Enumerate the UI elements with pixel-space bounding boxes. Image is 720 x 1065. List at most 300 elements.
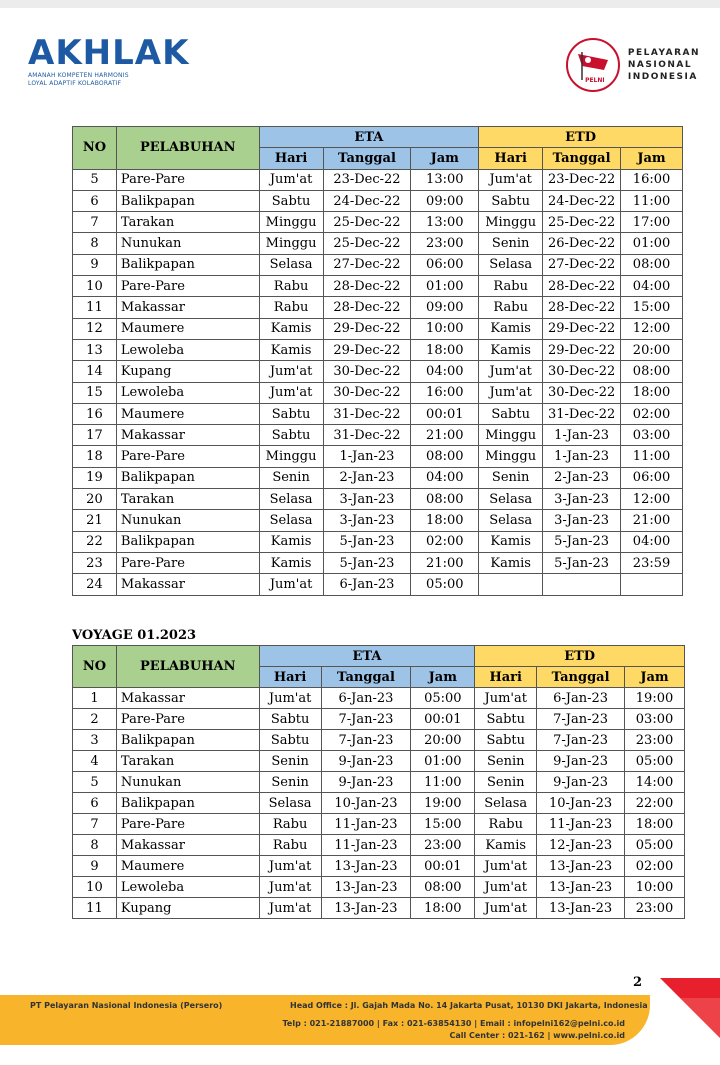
table-row: [73, 339, 683, 360]
cell-eta-day: Sabtu: [259, 190, 323, 211]
cell-eta-date: 25-Dec-22: [323, 212, 411, 233]
col-etd-header: ETD: [479, 127, 683, 148]
col-no-header: NO: [73, 127, 117, 170]
cell-eta-time: 23:00: [411, 835, 475, 856]
cell-eta-time: 15:00: [411, 814, 475, 835]
cell-eta-time: 19:00: [411, 793, 475, 814]
cell-port: Balikpapan: [116, 793, 259, 814]
cell-eta-day: Rabu: [259, 835, 321, 856]
cell-eta-date: 7-Jan-23: [321, 709, 411, 730]
cell-etd-time: 20:00: [621, 339, 683, 360]
col-etd-date: Tanggal: [537, 667, 625, 688]
cell-eta-date: 9-Jan-23: [321, 751, 411, 772]
cell-no: 15: [73, 382, 117, 403]
cell-eta-date: 30-Dec-22: [323, 361, 411, 382]
cell-eta-day: Jum'at: [259, 169, 323, 190]
cell-eta-date: 28-Dec-22: [323, 276, 411, 297]
cell-etd-time: 11:00: [621, 190, 683, 211]
cell-no: 1: [73, 688, 117, 709]
cell-eta-day: Senin: [259, 772, 321, 793]
cell-eta-time: 16:00: [411, 382, 479, 403]
cell-etd-date: 30-Dec-22: [543, 382, 621, 403]
pelni-line-3: INDONESIA: [627, 72, 698, 82]
cell-port: Pare-Pare: [116, 446, 259, 467]
cell-eta-day: Sabtu: [259, 730, 321, 751]
cell-etd-day: Sabtu: [475, 709, 537, 730]
cell-port: Maumere: [116, 856, 259, 877]
col-etd-header: ETD: [475, 646, 685, 667]
cell-no: 9: [73, 254, 117, 275]
cell-etd-time: 23:59: [621, 552, 683, 573]
pelni-badge-label: PELNI: [585, 77, 605, 84]
cell-eta-date: 10-Jan-23: [321, 793, 411, 814]
cell-eta-day: Jum'at: [259, 877, 321, 898]
cell-eta-time: 21:00: [411, 425, 479, 446]
cell-etd-day: Kamis: [479, 339, 543, 360]
cell-eta-time: 05:00: [411, 688, 475, 709]
cell-port: Lewoleba: [116, 339, 259, 360]
table-row: [73, 276, 683, 297]
cell-eta-time: 21:00: [411, 552, 479, 573]
cell-etd-date: 31-Dec-22: [543, 403, 621, 424]
cell-no: 10: [73, 276, 117, 297]
table-row: [73, 382, 683, 403]
cell-port: Pare-Pare: [116, 552, 259, 573]
cell-etd-date: 13-Jan-23: [537, 877, 625, 898]
cell-eta-time: 23:00: [411, 233, 479, 254]
cell-etd-day: Kamis: [479, 318, 543, 339]
table-row: [73, 793, 685, 814]
akhlak-tagline-2: LOYAL ADAPTIF KOLABORATIF: [28, 80, 122, 87]
footer-office: Head Office : Jl. Gajah Mada No. 14 Jakarta Pusat, 10130 DKI Jakarta, Indonesia: [290, 1001, 648, 1010]
cell-port: Kupang: [116, 361, 259, 382]
cell-etd-day: Jum'at: [479, 169, 543, 190]
cell-eta-date: 13-Jan-23: [321, 898, 411, 919]
cell-eta-time: 10:00: [411, 318, 479, 339]
cell-eta-day: Jum'at: [259, 856, 321, 877]
cell-eta-date: 6-Jan-23: [323, 574, 411, 595]
table-row: [73, 574, 683, 595]
col-port-header: PELABUHAN: [116, 646, 259, 688]
cell-no: 3: [73, 730, 117, 751]
col-etd-time: Jam: [625, 667, 685, 688]
cell-port: Balikpapan: [116, 254, 259, 275]
cell-port: Makassar: [116, 835, 259, 856]
col-etd-time: Jam: [621, 148, 683, 169]
cell-etd-day: Minggu: [479, 212, 543, 233]
cell-etd-day: Selasa: [479, 489, 543, 510]
cell-eta-time: 01:00: [411, 751, 475, 772]
cell-eta-date: 6-Jan-23: [321, 688, 411, 709]
cell-eta-date: 31-Dec-22: [323, 425, 411, 446]
cell-etd-day: Sabtu: [479, 403, 543, 424]
cell-etd-date: 1-Jan-23: [543, 425, 621, 446]
cell-eta-day: Kamis: [259, 339, 323, 360]
cell-eta-day: Sabtu: [259, 403, 323, 424]
cell-etd-date: 24-Dec-22: [543, 190, 621, 211]
cell-port: Kupang: [116, 898, 259, 919]
cell-eta-time: 13:00: [411, 212, 479, 233]
footer-company: PT Pelayaran Nasional Indonesia (Persero): [30, 1001, 223, 1010]
cell-eta-time: 04:00: [411, 361, 479, 382]
cell-no: 2: [73, 709, 117, 730]
cell-etd-time: 08:00: [621, 361, 683, 382]
cell-eta-date: 29-Dec-22: [323, 339, 411, 360]
cell-no: 16: [73, 403, 117, 424]
cell-eta-day: Kamis: [259, 318, 323, 339]
col-eta-time: Jam: [411, 667, 475, 688]
cell-etd-time: 05:00: [625, 835, 685, 856]
cell-etd-date: 29-Dec-22: [543, 339, 621, 360]
cell-etd-day: Rabu: [479, 297, 543, 318]
pelni-logo: [566, 38, 700, 92]
cell-no: 8: [73, 233, 117, 254]
cell-etd-time: 04:00: [621, 531, 683, 552]
pelni-emblem-icon: [566, 38, 620, 92]
cell-etd-date: 7-Jan-23: [537, 709, 625, 730]
cell-eta-day: Jum'at: [259, 688, 321, 709]
cell-eta-time: 00:01: [411, 856, 475, 877]
cell-eta-day: Selasa: [259, 254, 323, 275]
cell-etd-time: 23:00: [625, 898, 685, 919]
cell-etd-time: 04:00: [621, 276, 683, 297]
cell-no: 7: [73, 212, 117, 233]
cell-etd-date: 3-Jan-23: [543, 510, 621, 531]
table-row: [73, 169, 683, 190]
cell-eta-date: 5-Jan-23: [323, 552, 411, 573]
akhlak-tagline-1: AMANAH KOMPETEN HARMONIS: [28, 72, 129, 79]
cell-port: Makassar: [116, 297, 259, 318]
cell-etd-day: Kamis: [479, 531, 543, 552]
cell-etd-date: [543, 574, 621, 595]
cell-eta-time: 20:00: [411, 730, 475, 751]
cell-eta-time: 13:00: [411, 169, 479, 190]
col-etd-day: Hari: [479, 148, 543, 169]
cell-eta-day: Minggu: [259, 446, 323, 467]
cell-etd-time: 23:00: [625, 730, 685, 751]
cell-eta-date: 2-Jan-23: [323, 467, 411, 488]
cell-etd-date: 6-Jan-23: [537, 688, 625, 709]
page-top-edge: [0, 0, 720, 8]
cell-no: 7: [73, 814, 117, 835]
cell-etd-date: 11-Jan-23: [537, 814, 625, 835]
cell-etd-day: Kamis: [479, 552, 543, 573]
col-eta-day: Hari: [259, 148, 323, 169]
cell-etd-date: 9-Jan-23: [537, 751, 625, 772]
cell-etd-day: Jum'at: [475, 856, 537, 877]
cell-etd-date: 25-Dec-22: [543, 212, 621, 233]
cell-etd-date: 1-Jan-23: [543, 446, 621, 467]
cell-no: 4: [73, 751, 117, 772]
cell-etd-date: 5-Jan-23: [543, 552, 621, 573]
col-eta-day: Hari: [259, 667, 321, 688]
cell-eta-day: Rabu: [259, 276, 323, 297]
cell-etd-time: 03:00: [621, 425, 683, 446]
cell-eta-date: 11-Jan-23: [321, 814, 411, 835]
cell-etd-day: Senin: [475, 772, 537, 793]
table-row: [73, 425, 683, 446]
cell-eta-day: Selasa: [259, 793, 321, 814]
page-number: 2: [633, 975, 643, 990]
table-row: [73, 688, 685, 709]
cell-port: Nunukan: [116, 233, 259, 254]
cell-port: Pare-Pare: [116, 814, 259, 835]
cell-eta-time: 08:00: [411, 489, 479, 510]
table-row: [73, 709, 685, 730]
cell-eta-day: Selasa: [259, 510, 323, 531]
cell-etd-time: 01:00: [621, 233, 683, 254]
cell-etd-time: 19:00: [625, 688, 685, 709]
cell-port: Nunukan: [116, 510, 259, 531]
cell-port: Nunukan: [116, 772, 259, 793]
cell-eta-day: Jum'at: [259, 361, 323, 382]
col-port-header: PELABUHAN: [116, 127, 259, 170]
cell-etd-day: Selasa: [475, 793, 537, 814]
col-eta-date: Tanggal: [323, 148, 411, 169]
cell-port: Maumere: [116, 403, 259, 424]
cell-port: Balikpapan: [116, 467, 259, 488]
cell-eta-date: 28-Dec-22: [323, 297, 411, 318]
cell-etd-time: 08:00: [621, 254, 683, 275]
cell-no: 23: [73, 552, 117, 573]
schedule-table-2: [72, 645, 685, 919]
cell-no: 17: [73, 425, 117, 446]
schedule-table-1: [72, 126, 683, 596]
cell-eta-day: Jum'at: [259, 382, 323, 403]
cell-eta-time: 18:00: [411, 339, 479, 360]
cell-eta-day: Rabu: [259, 814, 321, 835]
table-row: [73, 552, 683, 573]
cell-etd-date: 23-Dec-22: [543, 169, 621, 190]
cell-eta-time: 11:00: [411, 772, 475, 793]
cell-etd-time: 16:00: [621, 169, 683, 190]
table-row: [73, 446, 683, 467]
cell-eta-date: 9-Jan-23: [321, 772, 411, 793]
cell-etd-date: 7-Jan-23: [537, 730, 625, 751]
cell-eta-time: 06:00: [411, 254, 479, 275]
cell-etd-time: 21:00: [621, 510, 683, 531]
cell-etd-time: 11:00: [621, 446, 683, 467]
cell-etd-day: Jum'at: [475, 688, 537, 709]
cell-eta-date: 3-Jan-23: [323, 489, 411, 510]
cell-etd-date: 30-Dec-22: [543, 361, 621, 382]
cell-etd-date: 28-Dec-22: [543, 276, 621, 297]
cell-no: 20: [73, 489, 117, 510]
cell-etd-time: 14:00: [625, 772, 685, 793]
cell-eta-day: Senin: [259, 751, 321, 772]
cell-etd-day: Senin: [479, 467, 543, 488]
col-eta-header: ETA: [259, 646, 475, 667]
table-row: [73, 233, 683, 254]
pelni-line-1: PELAYARAN: [627, 48, 700, 58]
cell-eta-date: 1-Jan-23: [323, 446, 411, 467]
cell-etd-time: 02:00: [625, 856, 685, 877]
cell-eta-day: Sabtu: [259, 425, 323, 446]
cell-eta-time: 09:00: [411, 190, 479, 211]
cell-eta-day: Jum'at: [259, 898, 321, 919]
table-row: [73, 489, 683, 510]
cell-eta-date: 27-Dec-22: [323, 254, 411, 275]
cell-etd-time: 02:00: [621, 403, 683, 424]
cell-port: Tarakan: [116, 212, 259, 233]
cell-eta-time: 04:00: [411, 467, 479, 488]
cell-eta-date: 7-Jan-23: [321, 730, 411, 751]
cell-etd-date: 26-Dec-22: [543, 233, 621, 254]
cell-eta-date: 13-Jan-23: [321, 856, 411, 877]
cell-etd-day: Rabu: [479, 276, 543, 297]
cell-etd-time: 17:00: [621, 212, 683, 233]
cell-eta-time: 00:01: [411, 403, 479, 424]
cell-eta-time: 08:00: [411, 446, 479, 467]
cell-etd-time: 06:00: [621, 467, 683, 488]
cell-port: Tarakan: [116, 489, 259, 510]
cell-port: Maumere: [116, 318, 259, 339]
cell-port: Balikpapan: [116, 190, 259, 211]
cell-etd-day: [479, 574, 543, 595]
pelni-line-2: NASIONAL: [627, 60, 693, 70]
cell-etd-time: 22:00: [625, 793, 685, 814]
cell-etd-date: 27-Dec-22: [543, 254, 621, 275]
table-row: [73, 751, 685, 772]
cell-etd-day: Sabtu: [479, 190, 543, 211]
cell-no: 13: [73, 339, 117, 360]
cell-eta-day: Minggu: [259, 212, 323, 233]
cell-etd-time: 10:00: [625, 877, 685, 898]
table-row: [73, 297, 683, 318]
col-no-header: NO: [73, 646, 117, 688]
cell-etd-day: Senin: [479, 233, 543, 254]
table-row: [73, 212, 683, 233]
cell-eta-date: 25-Dec-22: [323, 233, 411, 254]
cell-etd-day: Selasa: [479, 510, 543, 531]
cell-eta-date: 13-Jan-23: [321, 877, 411, 898]
cell-eta-day: Rabu: [259, 297, 323, 318]
cell-eta-day: Senin: [259, 467, 323, 488]
cell-eta-time: 01:00: [411, 276, 479, 297]
cell-etd-time: 15:00: [621, 297, 683, 318]
table-row: [73, 318, 683, 339]
cell-no: 5: [73, 169, 117, 190]
col-eta-header: ETA: [259, 127, 479, 148]
table-row: [73, 856, 685, 877]
cell-eta-date: 23-Dec-22: [323, 169, 411, 190]
cell-eta-time: 00:01: [411, 709, 475, 730]
cell-etd-date: 2-Jan-23: [543, 467, 621, 488]
table-row: [73, 361, 683, 382]
cell-eta-date: 3-Jan-23: [323, 510, 411, 531]
akhlak-logo-text: AKHLAK: [28, 33, 190, 73]
col-etd-day: Hari: [475, 667, 537, 688]
cell-etd-day: Sabtu: [475, 730, 537, 751]
cell-no: 10: [73, 877, 117, 898]
cell-etd-day: Selasa: [479, 254, 543, 275]
cell-port: Makassar: [116, 688, 259, 709]
akhlak-logo: [28, 33, 190, 88]
table-row: [73, 898, 685, 919]
cell-no: 11: [73, 297, 117, 318]
cell-etd-day: Rabu: [475, 814, 537, 835]
cell-eta-time: 09:00: [411, 297, 479, 318]
table-row: [73, 814, 685, 835]
cell-etd-date: 5-Jan-23: [543, 531, 621, 552]
cell-eta-time: 02:00: [411, 531, 479, 552]
cell-no: 14: [73, 361, 117, 382]
cell-eta-day: Selasa: [259, 489, 323, 510]
table-row: [73, 510, 683, 531]
cell-etd-time: 03:00: [625, 709, 685, 730]
cell-port: Pare-Pare: [116, 169, 259, 190]
cell-no: 6: [73, 190, 117, 211]
cell-port: Makassar: [116, 425, 259, 446]
cell-etd-date: 3-Jan-23: [543, 489, 621, 510]
cell-eta-date: 11-Jan-23: [321, 835, 411, 856]
cell-eta-day: Kamis: [259, 531, 323, 552]
cell-etd-day: Jum'at: [479, 382, 543, 403]
cell-no: 9: [73, 856, 117, 877]
cell-eta-day: Kamis: [259, 552, 323, 573]
table-row: [73, 877, 685, 898]
cell-port: Makassar: [116, 574, 259, 595]
cell-no: 12: [73, 318, 117, 339]
cell-etd-date: 28-Dec-22: [543, 297, 621, 318]
cell-etd-time: 18:00: [625, 814, 685, 835]
cell-port: Balikpapan: [116, 730, 259, 751]
cell-no: 8: [73, 835, 117, 856]
col-eta-time: Jam: [411, 148, 479, 169]
cell-port: Tarakan: [116, 751, 259, 772]
cell-eta-day: Jum'at: [259, 574, 323, 595]
cell-port: Lewoleba: [116, 382, 259, 403]
col-etd-date: Tanggal: [543, 148, 621, 169]
footer-contact: Telp : 021-21887000 | Fax : 021-63854130 | Email : infopelni162@pelni.co.id: [282, 1019, 625, 1028]
cell-eta-date: 31-Dec-22: [323, 403, 411, 424]
cell-etd-date: 13-Jan-23: [537, 898, 625, 919]
col-eta-date: Tanggal: [321, 667, 411, 688]
cell-eta-date: 5-Jan-23: [323, 531, 411, 552]
cell-no: 22: [73, 531, 117, 552]
cell-etd-time: 12:00: [621, 489, 683, 510]
cell-no: 11: [73, 898, 117, 919]
cell-eta-day: Minggu: [259, 233, 323, 254]
cell-no: 24: [73, 574, 117, 595]
cell-no: 21: [73, 510, 117, 531]
cell-port: Lewoleba: [116, 877, 259, 898]
table-row: [73, 730, 685, 751]
table-row: [73, 403, 683, 424]
cell-port: Pare-Pare: [116, 276, 259, 297]
cell-eta-time: 05:00: [411, 574, 479, 595]
cell-etd-day: Jum'at: [475, 877, 537, 898]
table-row: [73, 467, 683, 488]
table-row: [73, 190, 683, 211]
cell-no: 5: [73, 772, 117, 793]
cell-no: 18: [73, 446, 117, 467]
cell-etd-time: 12:00: [621, 318, 683, 339]
cell-etd-date: 13-Jan-23: [537, 856, 625, 877]
table-row: [73, 772, 685, 793]
cell-etd-day: Kamis: [475, 835, 537, 856]
cell-etd-day: Senin: [475, 751, 537, 772]
cell-etd-time: 18:00: [621, 382, 683, 403]
cell-eta-time: 18:00: [411, 510, 479, 531]
cell-port: Balikpapan: [116, 531, 259, 552]
cell-port: Pare-Pare: [116, 709, 259, 730]
cell-etd-time: [621, 574, 683, 595]
table-row: [73, 835, 685, 856]
cell-etd-day: Jum'at: [475, 898, 537, 919]
cell-etd-day: Minggu: [479, 446, 543, 467]
cell-etd-day: Minggu: [479, 425, 543, 446]
